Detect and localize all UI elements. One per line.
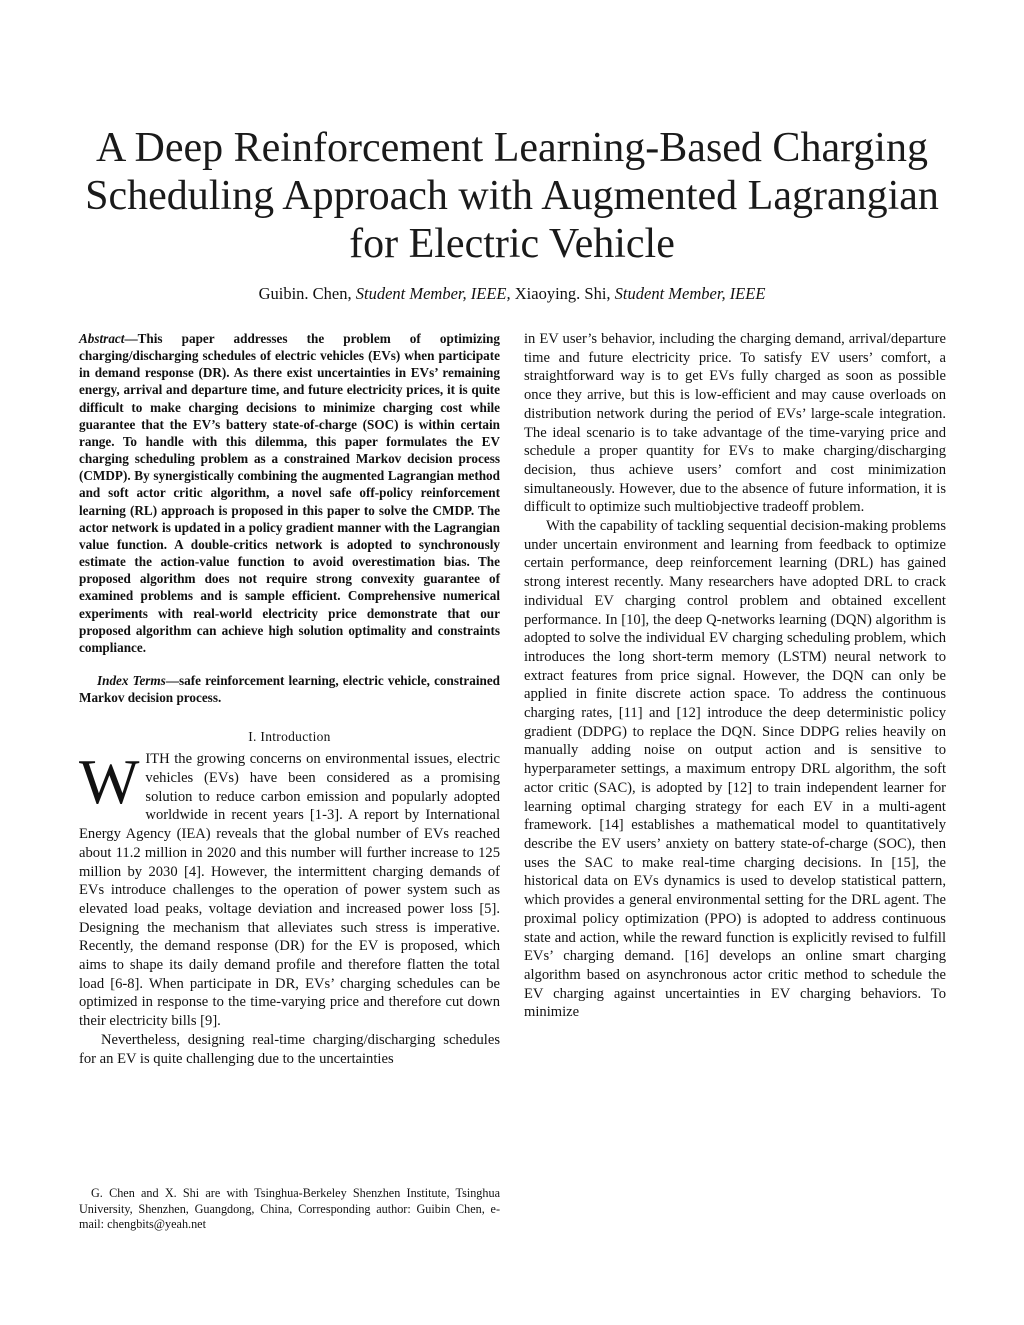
title-line-2: Scheduling Approach with Augmented Lagrangian xyxy=(85,173,939,219)
abstract-text: —This paper addresses the problem of optimizing charging/discharging schedules of electric vehicles (EVs) when participate in demand response (DR). As there exist uncertainties in EVs’ remaining energy, arrival and departure time, and future electricity prices, it is quite difficult to make charging decisions to minimize charging cost while guarantee that the EV’s battery state-of-charge (SOC) is within certain range. To handle with this dilemma, this paper formulates the EV charging scheduling problem as a constrained Markov decision process (CMDP). By synergistically combining the augmented Lagrangian method and soft actor critic algorithm, a novel safe off-policy reinforcement learning (RL) approach is proposed in this paper to solve the CMDP. The actor network is updated in a policy gradient manner with the Lagrangian value function. A double-critics network is adopted to synchronously estimate the action-value function to avoid overestimation bias. The proposed algorithm does not require strong convexity guarantee of examined problems and is sample efficient. Comprehensive numerical experiments with real-world electricity price demonstrate that our proposed algorithm can achieve high solution optimality and constraints compliance. xyxy=(79,331,500,655)
right-column xyxy=(524,330,946,1022)
abstract-label: Abstract xyxy=(79,331,125,346)
author1-name: Guibin. Chen, xyxy=(258,284,352,303)
index-terms-label: Index Terms xyxy=(97,672,166,688)
paper-title xyxy=(60,124,964,268)
author1-role: Student Member, IEEE, xyxy=(355,284,511,303)
author-line xyxy=(60,283,964,305)
index-terms-text: —safe reinforcement learning, electric vehicle, constrained Markov decision process. xyxy=(79,672,501,706)
left-column xyxy=(79,330,500,1068)
title-line-1: A Deep Reinforcement Learning-Based Charging xyxy=(96,125,928,171)
intro-paragraph-2: Nevertheless, designing real-time charging/discharging schedules for an EV is quite challenging due to the uncertainties xyxy=(79,1031,500,1067)
abstract xyxy=(79,330,500,656)
index-terms xyxy=(79,672,500,706)
intro-paragraph-1 xyxy=(79,746,500,1031)
author2-name: Xiaoying. Shi, xyxy=(514,284,611,303)
author2-role: Student Member, IEEE xyxy=(614,284,766,303)
title-line-3: for Electric Vehicle xyxy=(349,221,675,267)
intro-paragraph-1-text: ITH the growing concerns on environmental issues, electric vehicles (EVs) have been considered as a promising solution to reduce carbon emission and popularly adopted worldwide in recent years [1-3]. A report by International Energy Agency (IEA) reveals that the global number of EVs reached about 11.2 million in 2020 and this number will further increase to 125 million by 2030 [4]. However, the intermittent charging demands of EVs introduce challenges to the operation of power system such as elevated load peaks, voltage deviation and increased power loss [5]. Designing the mechanism that alleviates such stress is imperative. Recently, the demand response (DR) for the EV is proposed, which aims to shape its daily demand profile and therefore flatten the total load [6-8]. When participate in DR, EVs’ charging schedules can be optimized in response to the time-varying price and therefore cut down their electricity bills [9]. xyxy=(79,751,500,1030)
section-heading-introduction: I. Introduction xyxy=(248,729,331,745)
intro-paragraph-2-continued: in EV user’s behavior, including the charging demand, arrival/departure time and future electricity price. To satisfy EV users’ comfort, a straightforward way is to get EVs fully charged as soon as possible once they arrive, but this is low-efficient and may cause overloads on distribution network during the period of EVs’ large-scale integration. The ideal scenario is to take advantage of the time-varying price and schedule a proper quantity for EVs to make charging/discharging decision, thus achieve users’ comfort and cost minimization simultaneously. However, due to the absence of future information, it is difficult to optimize such multiobjective tradeoff problem. xyxy=(524,331,946,516)
drop-cap: W xyxy=(79,746,140,818)
author-affiliation-footnote: G. Chen and X. Shi are with Tsinghua-Berkeley Shenzhen Institute, Tsinghua University, Shenzhen, Guangdong, China, Corresponding author: Guibin Chen, e-mail: chengbits@yeah.net xyxy=(79,1186,500,1232)
intro-paragraph-3: With the capability of tackling sequential decision-making problems under uncertain environment and learning from feedback to optimize certain performance, deep reinforcement learning (DRL) has gained strong interest recently. Many researchers have adopted DRL to crack individual EV charging control problem and obtained excellent performance. In [10], the deep Q-networks learning (DQN) algorithm is adopted to solve the individual EV charging scheduling problem, which introduces the long short-term memory (LSTM) neural network to extract features from price signal. However, the DQN can only be applied in finite discrete action space. To address the continuous charging rates, [11] and [12] introduce the deep deterministic policy gradient (DDPG) to replace the DQN. Since DDPG relies heavily on manually adding noise on output action and is sensitive to hyperparameter settings, a maximum entropy DRL algorithm, the soft actor critic (SAC), is adopted by [12] to train independent learner for learning optimal charging strategy for each EV in a multi-agent framework. [14] establishes a mathematical model to quantitatively describe the EV users’ anxiety on battery state-of-charge (SOC), then uses the SAC to make real-time charging decisions. In [15], the historical data on EVs dynamics is used to develop statistical pattern, which provides a general environmental setting for the DRL agent. The proximal policy optimization (PPO) is adopted to address continuous state and action, while the reward function is explicitly revised to fulfill EVs’ charging demand. [16] develops an online smart charging algorithm based on asynchronous actor critic method to schedule the EV charging against uncertainties in EV charging behaviors. To minimize xyxy=(524,518,946,1021)
